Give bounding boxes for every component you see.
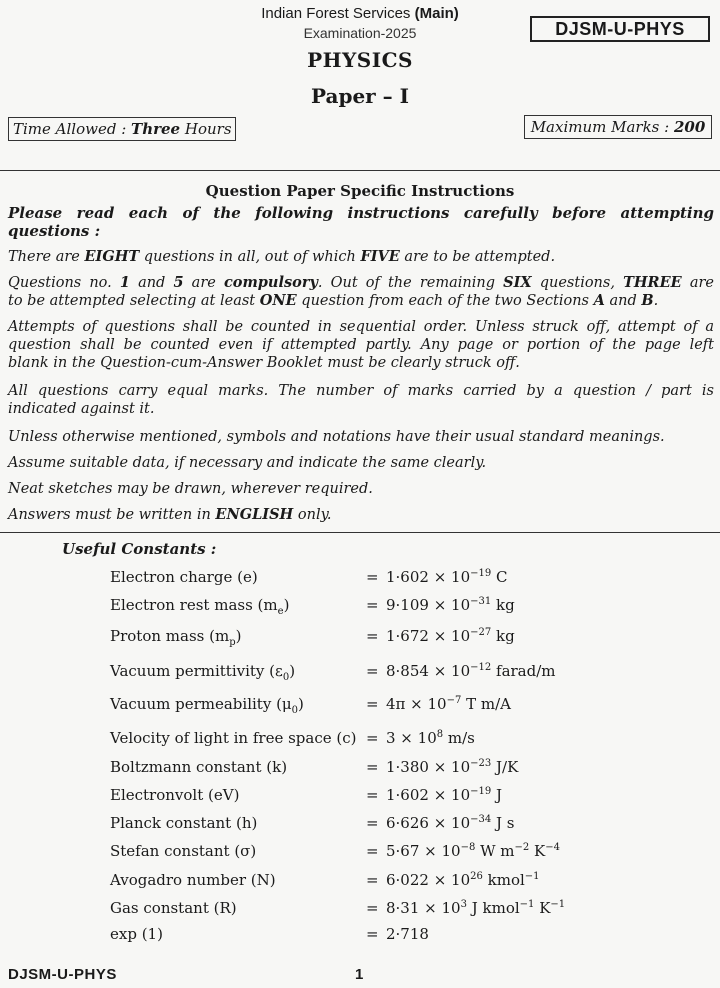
equals-sign: = xyxy=(366,568,379,586)
constant-name-vacuum-permeability: Vacuum permeability $(\mu_0)$ xyxy=(110,695,304,716)
constant-name-planck: Planck constant (h) xyxy=(110,814,258,832)
constant-value-velocity-of-light: $3 \times 10^8$ m/s xyxy=(386,729,475,747)
constant-name-vacuum-permittivity: Vacuum permittivity $(\varepsilon_0)$ xyxy=(110,662,296,683)
constant-name-exp1: exp (1) xyxy=(110,925,163,943)
constant-value-gas-constant: $8\cdot 31 \times 10^3$ J kmol$^{-1}$ $K^{-1}$ xyxy=(386,899,566,917)
equals-sign: = xyxy=(366,786,379,804)
equals-sign: = xyxy=(366,871,379,889)
instructions-intro-line1: Please read each of the following instructions carefully before attempting xyxy=(8,204,714,222)
equals-sign: = xyxy=(366,814,379,832)
marks-label: Maximum Marks : xyxy=(530,118,674,136)
instruction-3-line1: Attempts of questions shall be counted in sequential order. Unless struck off, attempt of a xyxy=(8,319,714,335)
equals-sign: = xyxy=(366,899,379,917)
equals-sign: = xyxy=(366,596,379,614)
constant-name-stefan: Stefan constant (σ) xyxy=(110,842,257,860)
divider-middle xyxy=(0,532,720,533)
equals-sign: = xyxy=(366,729,379,747)
constant-value-electron-rest-mass: $9\cdot 109 \times 10^{-31}$ kg xyxy=(386,596,515,614)
marks-value: 200 xyxy=(673,118,706,136)
constant-value-electron-charge: $1\cdot 602 \times 10^{-19}$ C xyxy=(386,568,508,586)
instructions-heading: Question Paper Specific Instructions xyxy=(205,182,515,200)
instruction-5: Unless otherwise mentioned, symbols and notations have their usual standard meanings. xyxy=(8,429,665,445)
constant-value-boltzmann: $1\cdot 380 \times 10^{-23}$ J/K xyxy=(386,758,519,776)
exam-name: Indian Forest Services xyxy=(261,5,411,22)
constant-name-avogadro: Avogadro number (N) xyxy=(110,871,276,889)
equals-sign: = xyxy=(366,758,379,776)
exam-year: Examination-2025 xyxy=(303,25,417,41)
constant-value-vacuum-permeability: $4\pi \times 10^{-7}$ T m/A xyxy=(386,695,511,713)
divider-top xyxy=(0,170,720,171)
constant-value-stefan: $5\cdot 67 \times 10^{-8}$ W $m^{-2}$ $K^{-4}$ xyxy=(386,842,561,860)
time-unit: Hours xyxy=(180,120,232,138)
footer-paper-code: DJSM-U-PHYS xyxy=(8,966,117,983)
constant-name-proton-mass: Proton mass $(m_p)$ xyxy=(110,627,242,648)
instruction-2-line1: Questions no. 1 and 5 are compulsory. Out of the remaining SIX questions, THREE are xyxy=(8,274,714,291)
instruction-3-line3: blank in the Question-cum-Answer Booklet must be clearly struck off. xyxy=(8,355,520,371)
constant-value-vacuum-permittivity: $8\cdot 854 \times 10^{-12}$ farad/m xyxy=(386,662,556,680)
constant-name-gas-constant: Gas constant (R) xyxy=(110,899,237,917)
subject-title: PHYSICS xyxy=(307,48,413,72)
constant-value-avogadro: $6\cdot 022 \times 10^{26}$ kmol$^{-1}$ xyxy=(386,871,540,889)
instruction-1: There are EIGHT questions in all, out of which FIVE are to be attempted. xyxy=(8,248,556,265)
constant-value-exp1: 2·718 xyxy=(386,925,429,943)
constant-name-electron-rest-mass: Electron rest mass $(m_e)$ xyxy=(110,596,290,617)
constant-name-velocity-of-light: Velocity of light in free space (c) xyxy=(110,729,357,747)
constant-value-electronvolt: $1\cdot 602 \times 10^{-19}$ J xyxy=(386,786,503,804)
instruction-4-line2: indicated against it. xyxy=(8,401,155,417)
constant-name-electron-charge: Electron charge (e) xyxy=(110,568,258,586)
equals-sign: = xyxy=(366,695,379,713)
exam-mode: (Main) xyxy=(414,5,459,22)
useful-constants-heading: Useful Constants : xyxy=(62,540,217,558)
equals-sign: = xyxy=(366,842,379,860)
maximum-marks-box xyxy=(524,115,712,139)
instruction-7: Neat sketches may be drawn, wherever required. xyxy=(8,481,373,497)
time-label: Time Allowed : xyxy=(13,120,132,138)
time-value: Three xyxy=(131,120,181,138)
equals-sign: = xyxy=(366,925,379,943)
instruction-6: Assume suitable data, if necessary and indicate the same clearly. xyxy=(8,455,487,471)
constant-name-boltzmann: Boltzmann constant (k) xyxy=(110,758,288,776)
page-number: 1 xyxy=(355,966,364,983)
constant-value-planck: $6\cdot 626 \times 10^{-34}$ J s xyxy=(386,814,515,832)
constant-name-electronvolt: Electronvolt (eV) xyxy=(110,786,240,804)
time-allowed-box xyxy=(8,117,236,141)
equals-sign: = xyxy=(366,662,379,680)
equals-sign: = xyxy=(366,627,379,645)
instruction-3-line2: question shall be counted even if attempted partly. Any page or portion of the page left xyxy=(8,337,714,353)
constant-value-proton-mass: $1\cdot 672 \times 10^{-27}$ kg xyxy=(386,627,515,645)
paper-code-box: DJSM-U-PHYS xyxy=(530,16,710,42)
instruction-8: Answers must be written in ENGLISH only. xyxy=(8,506,332,523)
paper-title: Paper – I xyxy=(311,84,409,108)
instructions-intro-line2: questions : xyxy=(8,222,101,240)
instruction-2-line2: to be attempted selecting at least ONE question from each of the two Sections A and B. xyxy=(8,292,659,309)
instruction-4-line1: All questions carry equal marks. The number of marks carried by a question / part is xyxy=(8,383,714,399)
